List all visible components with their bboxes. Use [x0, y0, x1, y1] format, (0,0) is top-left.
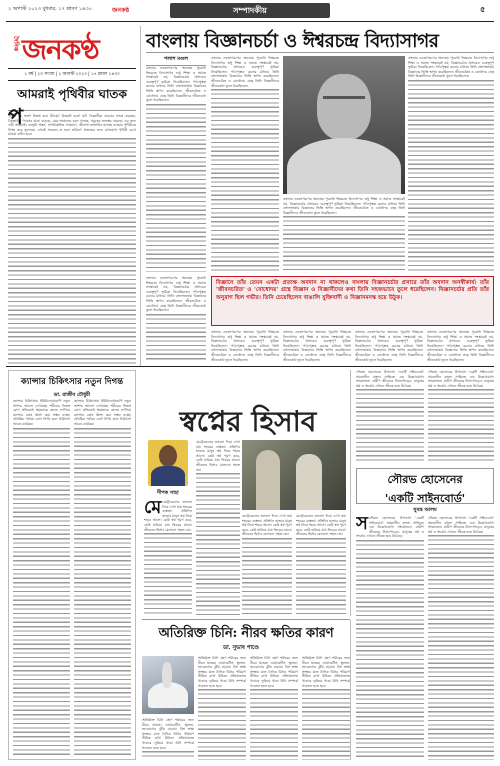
cancer-col-1 — [13, 399, 70, 755]
header-date: ২ অগাস্ট ২০২৩ বুধবার, ১৭ শ্রাবণ ১৪৩০ — [8, 6, 92, 12]
feature-byline: পলাশ মণ্ডল — [146, 56, 206, 66]
author-head — [159, 445, 177, 467]
feature-text-7: বাংলার নবজাগরণের অন্যতম পুরোধা ঈশ্বরচন্দ্র বিদ্যাসাগর শুধু শিক্ষা ও সমাজ সংস্কারেই নয়, বিজ্ঞানচর্চার প্রসারেও গুরুত্বপূর্ণ ভূমিকা নিয়েছিলেন। পাঠ্যপুস্তক রচনার মাধ্যমে তিনি বাংলাভাষায় বিজ্ঞানের ভিত্তি স্থাপন করেছিলেন। জীবনচরিত ও বোধোদয় গ্রন্থে তিনি বিজ্ঞানীদের জীবনকথা তুলে ধরেছিলেন। — [283, 330, 351, 362]
feature-col-9 — [427, 330, 494, 362]
drop-cap: প — [8, 104, 23, 130]
dream-text-4: মেট্রোরেলের জানলা দিয়ে দেখা যায় শহরের ব্যস্ততা। প্রতিদিন হাজার মানুষ স্বপ্ন নিয়ে শহরে আসে। কেউ স্বপ্ন পূরণ করে, কেউ হারিয়ে যায় ভিড়ের মাঝে। জীবনের হিসাব মেলানো সহজ নয়। — [296, 514, 346, 616]
masthead-name: জনকণ্ঠ — [22, 33, 99, 66]
sugar-photo — [142, 656, 194, 714]
page-number: ৫ — [480, 4, 486, 14]
feature-col-4 — [283, 197, 405, 272]
col-divider-2 — [350, 370, 351, 616]
dream-col-3 — [242, 514, 292, 616]
sugar-col-2 — [198, 656, 246, 760]
saurav-title-1: সৌরভ হোসেনের — [387, 473, 463, 486]
sugar-text-2: অতিরিক্ত চিনি গ্রহণ শরীরের জন্য নীরব ঘাতক। ডায়াবেটিস, স্থূলতা, হৃদরোগের ঝুঁকি বাড়ায়। বিশ্ব স্বাস্থ্য সংস্থার মতে দৈনিক চিনির পরিমাণ সীমিত রাখা উচিত। প্রক্রিয়াজাত খাবারে লুকিয়ে থাকা চিনি সম্পর্কে সচেতন হতে হবে। — [198, 656, 246, 760]
author-shirt — [151, 466, 185, 486]
feature-text-1: বাংলার নবজাগরণের অন্যতম পুরোধা ঈশ্বরচন্দ্র বিদ্যাসাগর শুধু শিক্ষা ও সমাজ সংস্কারেই নয়, বিজ্ঞানচর্চার প্রসারেও গুরুত্বপূর্ণ ভূমিকা নিয়েছিলেন। পাঠ্যপুস্তক রচনার মাধ্যমে তিনি বাংলাভাষায় বিজ্ঞানের ভিত্তি স্থাপন করেছিলেন। জীবনচরিত ও বোধোদয় গ্রন্থে তিনি বিজ্ঞানীদের জীবনকথা তুলে ধরেছিলেন। — [146, 66, 206, 272]
section-title: সম্পাদকীয় — [233, 5, 267, 15]
dream-col-2 — [196, 440, 240, 616]
dream-text-3: মেট্রোরেলের জানলা দিয়ে দেখা যায় শহরের ব্যস্ততা। প্রতিদিন হাজার মানুষ স্বপ্ন নিয়ে শহরে আসে। কেউ স্বপ্ন পূরণ করে, কেউ হারিয়ে যায় ভিড়ের মাঝে। জীবনের হিসাব মেলানো সহজ নয়। — [242, 514, 292, 616]
dream-byline: দীপক সাহা — [157, 490, 179, 496]
dream-text-2: মেট্রোরেলের জানলা দিয়ে দেখা যায় শহরের ব্যস্ততা। প্রতিদিন হাজার মানুষ স্বপ্ন নিয়ে শহরে আসে। কেউ স্বপ্ন পূরণ করে, কেউ হারিয়ে যায় ভিড়ের মাঝে। জীবনের হিসাব মেলানো সহজ নয়। — [196, 440, 240, 616]
saurav-col-1 — [356, 370, 424, 464]
feature-text-3: বাংলার নবজাগরণের অন্যতম পুরোধা ঈশ্বরচন্দ্র বিদ্যাসাগর শুধু শিক্ষা ও সমাজ সংস্কারেই নয়, বিজ্ঞানচর্চার প্রসারেও গুরুত্বপূর্ণ ভূমিকা নিয়েছিলেন। পাঠ্যপুস্তক রচনার মাধ্যমে তিনি বাংলাভাষায় বিজ্ঞানের ভিত্তি স্থাপন করেছিলেন। জীবনচরিত ও বোধোদয় গ্রন্থে তিনি বিজ্ঞানীদের জীবনকথা তুলে ধরেছিলেন। — [408, 56, 494, 272]
feature-col-3 — [408, 56, 494, 272]
cancer-title: ক্যান্সার চিকিৎসার নতুন দিগন্ত — [20, 377, 124, 387]
feature-col-5 — [146, 276, 206, 362]
masthead — [8, 26, 136, 83]
feature-text-8: বাংলার নবজাগরণের অন্যতম পুরোধা ঈশ্বরচন্দ্র বিদ্যাসাগর শুধু শিক্ষা ও সমাজ সংস্কারেই নয়, বিজ্ঞানচর্চার প্রসারেও গুরুত্বপূর্ণ ভূমিকা নিয়েছিলেন। পাঠ্যপুস্তক রচনার মাধ্যমে তিনি বাংলাভাষায় বিজ্ঞানের ভিত্তি স্থাপন করেছিলেন। জীবনচরিত ও বোধোদয় গ্রন্থে তিনি বিজ্ঞানীদের জীবনকথা তুলে ধরেছিলেন। — [355, 330, 423, 362]
photo-person-1 — [256, 450, 280, 510]
saurav-byline: সুমন্ত্র আলম — [413, 507, 437, 513]
feature-text-9: বাংলার নবজাগরণের অন্যতম পুরোধা ঈশ্বরচন্দ্র বিদ্যাসাগর শুধু শিক্ষা ও সমাজ সংস্কারেই নয়, বিজ্ঞানচর্চার প্রসারেও গুরুত্বপূর্ণ ভূমিকা নিয়েছিলেন। পাঠ্যপুস্তক রচনার মাধ্যমে তিনি বাংলাভাষায় বিজ্ঞানের ভিত্তি স্থাপন করেছিলেন। জীবনচরিত ও বোধোদয় গ্রন্থে তিনি বিজ্ঞানীদের জীবনকথা তুলে ধরেছিলেন। — [427, 330, 494, 362]
author-photo — [148, 440, 188, 486]
saurav-text-2: সৌরভ হোসেনের উপন্যাস 'একটি সাইনবোর্ড' সমকালীন বাংলা সাহিত্যে এক উল্লেখযোগ্য সংযোজন। গ্রামীণ জীবনের টানাপোড়েন, মানুষের স্বপ্ন ও সংগ্রাম এখানে জীবন্ত হয়ে উঠেছে। — [428, 370, 494, 464]
feature-text-6: বাংলার নবজাগরণের অন্যতম পুরোধা ঈশ্বরচন্দ্র বিদ্যাসাগর শুধু শিক্ষা ও সমাজ সংস্কারেই নয়, বিজ্ঞানচর্চার প্রসারেও গুরুত্বপূর্ণ ভূমিকা নিয়েছিলেন। পাঠ্যপুস্তক রচনার মাধ্যমে তিনি বাংলাভাষায় বিজ্ঞানের ভিত্তি স্থাপন করেছিলেন। জীবনচরিত ও বোধোদয় গ্রন্থে তিনি বিজ্ঞানীদের জীবনকথা তুলে ধরেছিলেন। — [211, 330, 279, 362]
portrait-brow — [323, 96, 365, 99]
cancer-text-2: ক্যান্সার চিকিৎসায় ইমিউনোথেরাপি নতুন আশার আলো দেখাচ্ছে। শরীরের নিজস্ব রোগ প্রতিরোধ ক্ষমতাকে কাজে লাগিয়ে ক্যান্সার কোষ ধ্বংস করা সম্ভব হচ্ছে। প্রাথমিক পর্যায়ে রোগ নির্ণয় হলে চিকিৎসা আরও কার্যকর। — [74, 399, 131, 755]
dream-text-1: মেট্রোরেলের জানলা দিয়ে দেখা যায় শহরের ব্যস্ততা। প্রতিদিন হাজার মানুষ স্বপ্ন নিয়ে শহরে আসে। কেউ স্বপ্ন পূরণ করে, কেউ হারিয়ে যায় ভিড়ের মাঝে। জীবনের হিসাব মেলানো সহজ নয়। — [144, 500, 192, 616]
sugar-text-3: অতিরিক্ত চিনি গ্রহণ শরীরের জন্য নীরব ঘাতক। ডায়াবেটিস, স্থূলতা, হৃদরোগের ঝুঁকি বাড়ায়। বিশ্ব স্বাস্থ্য সংস্থার মতে দৈনিক চিনির পরিমাণ সীমিত রাখা উচিত। প্রক্রিয়াজাত খাবারে লুকিয়ে থাকা চিনি সম্পর্কে সচেতন হতে হবে। — [250, 656, 298, 760]
dream-col-4 — [296, 514, 346, 616]
feature-col-2 — [211, 56, 279, 272]
cancer-text-1: ক্যান্সার চিকিৎসায় ইমিউনোথেরাপি নতুন আশার আলো দেখাচ্ছে। শরীরের নিজস্ব রোগ প্রতিরোধ ক্ষমতাকে কাজে লাগিয়ে ক্যান্সার কোষ ধ্বংস করা সম্ভব হচ্ছে। প্রাথমিক পর্যায়ে রোগ নির্ণয় হলে চিকিৎসা আরও কার্যকর। — [13, 399, 70, 755]
sugar-col-3 — [250, 656, 298, 760]
pull-quote — [211, 276, 494, 326]
street-photo — [242, 440, 346, 510]
saurav-col-4 — [428, 516, 494, 760]
dream-drop-cap: মে — [144, 500, 162, 518]
header-brand-small: জনকণ্ঠ — [112, 7, 130, 14]
sugar-spoon — [162, 662, 172, 688]
saurav-title-box — [356, 468, 494, 504]
editorial-body — [8, 104, 136, 365]
dream-col-1 — [144, 500, 192, 616]
masthead-info: ১ বর্ষ | ২৩ সংখ্যা | ২ অগাস্ট ২০২৩ | ১৭ শ্রাবণ ১৪৩০ — [8, 68, 136, 81]
editorial — [8, 86, 136, 364]
pull-quote-text: বিজ্ঞানে তাঁর তেমন একটা প্রত্যক্ষ অবদান না থাকলেও বাংলায় বিজ্ঞানচর্চার প্রসারে তাঁর অবদান অনস্বীকার্য। তাঁর 'জীবনচরিত' ও 'বোধোদয়' গ্রন্থে বিজ্ঞান ও বিজ্ঞানীদের কথা তিনি সহজভাবে তুলে ধরেছিলেন। বিজ্ঞানচর্চার প্রতি তাঁর অনুরাগ ছিল গভীর। তিনি চেয়েছিলেন বাঙালি যুক্তিবাদী ও বিজ্ঞানমনস্ক হয়ে উঠুক। — [216, 280, 489, 301]
saurav-title-2: 'একটি সাইনবোর্ড' — [384, 492, 466, 505]
cancer-col-2 — [74, 399, 131, 755]
col-divider-1 — [140, 26, 141, 366]
feature-text-2: বাংলার নবজাগরণের অন্যতম পুরোধা ঈশ্বরচন্দ্র বিদ্যাসাগর শুধু শিক্ষা ও সমাজ সংস্কারেই নয়, বিজ্ঞানচর্চার প্রসারেও গুরুত্বপূর্ণ ভূমিকা নিয়েছিলেন। পাঠ্যপুস্তক রচনার মাধ্যমে তিনি বাংলাভাষায় বিজ্ঞানের ভিত্তি স্থাপন করেছিলেন। জীবনচরিত ও বোধোদয় গ্রন্থে তিনি বিজ্ঞানীদের জীবনকথা তুলে ধরেছিলেন। — [211, 56, 279, 272]
portrait-body — [287, 138, 401, 194]
header-rule — [6, 21, 494, 22]
feature-text-4: বাংলার নবজাগরণের অন্যতম পুরোধা ঈশ্বরচন্দ্র বিদ্যাসাগর শুধু শিক্ষা ও সমাজ সংস্কারেই নয়, বিজ্ঞানচর্চার প্রসারেও গুরুত্বপূর্ণ ভূমিকা নিয়েছিলেন। পাঠ্যপুস্তক রচনার মাধ্যমে তিনি বাংলাভাষায় বিজ্ঞানের ভিত্তি স্থাপন করেছিলেন। জীবনচরিত ও বোধোদয় গ্রন্থে তিনি বিজ্ঞানীদের জীবনকথা তুলে ধরেছিলেন। — [283, 197, 405, 272]
sugar-byline: ডা. সুভাষ পাণ্ডে — [223, 645, 259, 651]
feature-title: বাংলায় বিজ্ঞানচর্চা ও ঈশ্বরচন্দ্র বিদ্যাসাগর — [146, 31, 439, 52]
sugar-col-1 — [142, 718, 194, 760]
feature-col-6 — [211, 330, 279, 362]
feature-col-8 — [355, 330, 423, 362]
feature-col-7 — [283, 330, 351, 362]
saurav-text-4: সৌরভ হোসেনের উপন্যাস 'একটি সাইনবোর্ড' সমকালীন বাংলা সাহিত্যে এক উল্লেখযোগ্য সংযোজন। গ্রামীণ জীবনের টানাপোড়েন, মানুষের স্বপ্ন ও সংগ্রাম এখানে জীবন্ত হয়ে উঠেছে। — [428, 516, 494, 760]
sugar-title: অতিরিক্ত চিনি: নীরব ক্ষতির কারণ — [158, 626, 334, 641]
editorial-text: পৃথিবী কি ক্রমশ উত্তপ্ত হয়ে উঠছে? উত্তরটা হলো হ্যাঁ। বিজ্ঞানীরা বারবার সতর্ক করছেন, গ্রিনহাউস গ্যাসের মাত্রা বাড়ছে, মেরু অঞ্চলের বরফ গলছে, সমুদ্রের জলস্তর বাড়ছে। এর জন্য দায়ী আমরাই। বনভূমি ধ্বংস, অপরিকল্পিত নগরায়ণ, জীবাশ্ম জ্বালানির যথেচ্ছ ব্যবহার পৃথিবীকে বিপন্ন করে তুলেছে। এখনই সচেতন না হলে ভবিষ্যৎ প্রজন্মের জন্য বাসযোগ্য পৃথিবী রেখে যাওয়া কঠিন হবে। — [8, 114, 136, 365]
mid-rule — [6, 366, 494, 367]
sugar-text-4: অতিরিক্ত চিনি গ্রহণ শরীরের জন্য নীরব ঘাতক। ডায়াবেটিস, স্থূলতা, হৃদরোগের ঝুঁকি বাড়ায়। বিশ্ব স্বাস্থ্য সংস্থার মতে দৈনিক চিনির পরিমাণ সীমিত রাখা উচিত। প্রক্রিয়াজাত খাবারে লুকিয়ে থাকা চিনি সম্পর্কে সচেতন হতে হবে। — [302, 656, 350, 760]
portrait-head — [317, 74, 371, 140]
col-divider-3 — [350, 620, 351, 760]
feature-text-5: বাংলার নবজাগরণের অন্যতম পুরোধা ঈশ্বরচন্দ্র বিদ্যাসাগর শুধু শিক্ষা ও সমাজ সংস্কারেই নয়, বিজ্ঞানচর্চার প্রসারেও গুরুত্বপূর্ণ ভূমিকা নিয়েছিলেন। পাঠ্যপুস্তক রচনার মাধ্যমে তিনি বাংলাভাষায় বিজ্ঞানের ভিত্তি স্থাপন করেছিলেন। জীবনচরিত ও বোধোদয় গ্রন্থে তিনি বিজ্ঞানীদের জীবনকথা তুলে ধরেছিলেন। — [146, 276, 206, 362]
dream-title: স্বপ্নের হিসাব — [179, 405, 317, 438]
header-strip — [0, 0, 500, 22]
masthead-prefix: দৈনিক — [12, 36, 19, 52]
saurav-text-1: সৌরভ হোসেনের উপন্যাস 'একটি সাইনবোর্ড' সমকালীন বাংলা সাহিত্যে এক উল্লেখযোগ্য সংযোজন। গ্রামীণ জীবনের টানাপোড়েন, মানুষের স্বপ্ন ও সংগ্রাম এখানে জীবন্ত হয়ে উঠেছে। — [356, 370, 424, 464]
saurav-col-2 — [428, 370, 494, 464]
photo-person-2 — [296, 454, 322, 510]
sugar-top-rule — [142, 619, 350, 620]
cancer-article — [8, 370, 136, 760]
cancer-byline: ডা. রাজীব চৌধুরী — [53, 392, 91, 398]
feature-col-1 — [146, 66, 206, 272]
vidyasagar-photo — [283, 56, 405, 194]
saurav-col-3 — [356, 516, 424, 760]
saurav-text-3: সৌরভ হোসেনের উপন্যাস 'একটি সাইনবোর্ড' সমকালীন বাংলা সাহিত্যে এক উল্লেখযোগ্য সংযোজন। গ্রামীণ জীবনের টানাপোড়েন, মানুষের স্বপ্ন ও সংগ্রাম এখানে জীবন্ত হয়ে উঠেছে। — [356, 516, 424, 760]
sugar-col-4 — [302, 656, 350, 760]
editorial-title: আমরাই পৃথিবীর ঘাতক — [17, 87, 127, 101]
sugar-text-1: অতিরিক্ত চিনি গ্রহণ শরীরের জন্য নীরব ঘাতক। ডায়াবেটিস, স্থূলতা, হৃদরোগের ঝুঁকি বাড়ায়। বিশ্ব স্বাস্থ্য সংস্থার মতে দৈনিক চিনির পরিমাণ সীমিত রাখা উচিত। প্রক্রিয়াজাত খাবারে লুকিয়ে থাকা চিনি সম্পর্কে সচেতন হতে হবে। — [142, 718, 194, 760]
saurav-drop-cap: স — [356, 516, 368, 534]
feature-title-rule — [146, 52, 494, 53]
